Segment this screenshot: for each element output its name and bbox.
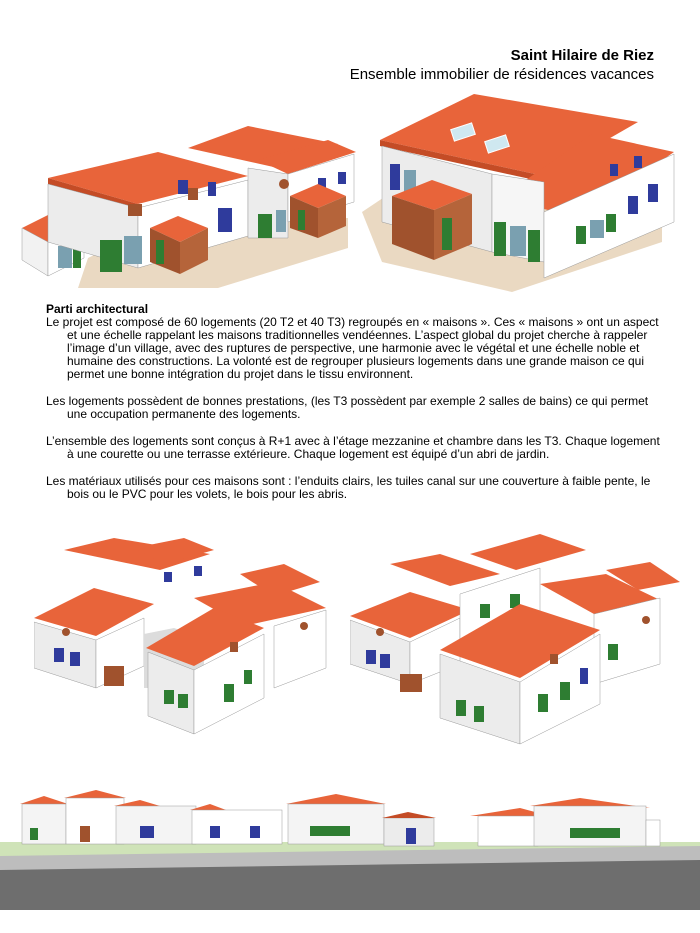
page-title: Saint Hilaire de Riez: [510, 47, 654, 64]
rendering-3: [34, 538, 334, 738]
page-subtitle: Ensemble immobilier de résidences vacances: [349, 66, 654, 83]
paragraph-3: L’ensemble des logements sont conçus à R+1 avec à l’étage mezzanine et chambre dans les T3. Chaque logement à une courette ou une terrasse extérieure. Chaque logement est équipé d’un abri de jardin.: [46, 434, 660, 461]
title-block: [350, 46, 654, 84]
paragraph-2: Les logements possèdent de bonnes prestations, (les T3 possèdent par exemple 2 salles de bains) ce qui permet une occupation permanente des logements.: [46, 394, 649, 421]
rendering-1: [18, 118, 358, 290]
rendering-5: [0, 786, 700, 910]
section-heading: Parti architectural: [46, 302, 149, 316]
rendering-2: [362, 92, 682, 294]
rendering-4: [350, 534, 680, 748]
paragraph-4: Les matériaux utilisés pour ces maisons sont : l’enduits clairs, les tuiles canal sur une couverture à faible pente, le bois ou le PVC pour les volets, le bois pour les abris.: [46, 474, 651, 501]
paragraph-1: Le projet est composé de 60 logements (20 T2 et 40 T3) regroupés en « maisons ». Ces « maisons » ont un aspect et une échelle rappelant les maisons traditionnelles vendéennes. L’aspect global du projet cherche à rappeler l’image d’un village, avec des ruptures de perspective, une harmonie avec le végétal et une échelle noble et humaine des constructions. La volonté est de regrouper plusieurs logements dans une grande maison ce qui permet une bonne intégration du projet dans le tissu environnent.: [46, 315, 659, 381]
text-block: [46, 302, 660, 515]
